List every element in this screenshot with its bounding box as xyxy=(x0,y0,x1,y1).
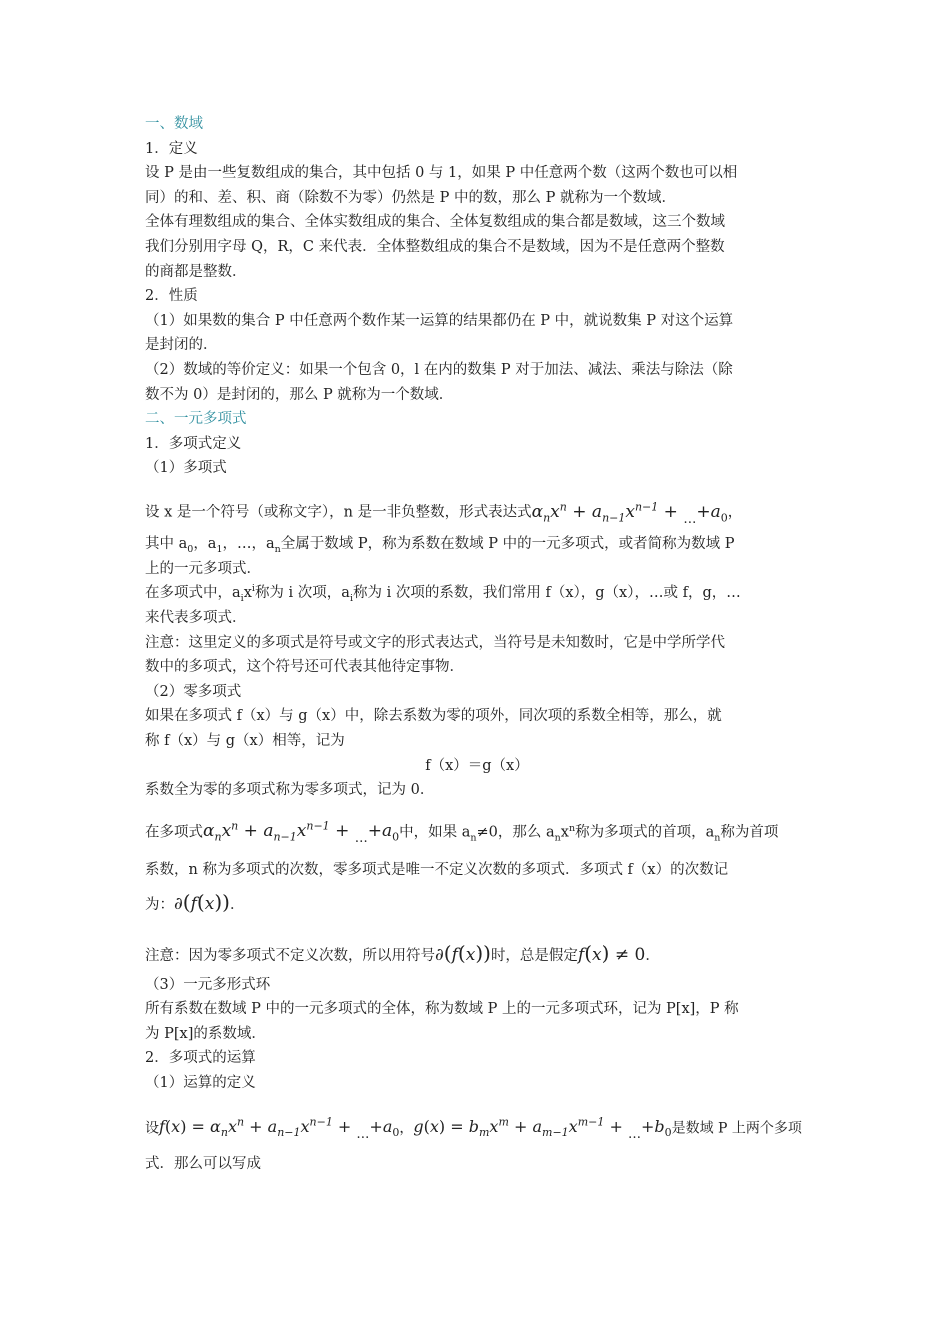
subheading-polynomial-operations: 2．多项式的运算 xyxy=(145,1050,256,1067)
polynomial-formula: $\alpha_nx^n + a_{n-1}x^{n-1} + _\dots+a_0$ xyxy=(203,819,400,847)
paragraph-line: 全体有理数组成的集合、全体实数组成的集合、全体复数组成的集合都是数域，这三个数域 xyxy=(145,214,725,231)
paragraph-line: 设 P 是由一些复数组成的集合，其中包括 0 与 1，如果 P 中任意两个数（这两个数也可以相 xyxy=(145,165,738,182)
document-page xyxy=(145,112,809,1176)
subheading-properties: 2．性质 xyxy=(145,288,198,305)
paragraph-line: 我们分别用字母 Q，R，C 来代表．全体整数组成的集合不是数域，因为不是任意两个整数 xyxy=(145,238,725,255)
paragraph-line: （2）数域的等价定义：如果一个包含 0，l 在内的数集 P 对于加法、减法、乘法与除法（除 xyxy=(145,361,733,378)
paragraph-line: 系数，n 称为多项式的次数，零多项式是唯一不定义次数的多项式．多项式 f（x）的次数记 xyxy=(145,861,729,878)
paragraph-line: 来代表多项式． xyxy=(145,609,247,626)
paragraph-line: 称 f（x）与 g（x）相等，记为 xyxy=(145,732,345,749)
nonzero-condition-formula: f(x) ≠ 0 xyxy=(577,940,646,965)
subheading-zero-polynomial: （2）零多项式 xyxy=(145,683,242,700)
paragraph-line: 上的一元多项式． xyxy=(145,560,261,577)
paragraph-line: 的商都是整数． xyxy=(145,263,247,280)
paragraph-line: 同）的和、差、积、商（除数不为零）仍然是 P 中的数，那么 P 就称为一个数域． xyxy=(145,189,676,206)
degree-formula: ∂(f(x)) xyxy=(435,940,491,965)
paragraph-line: 所有系数在数域 P 中的一元多项式的全体，称为数域 P 上的一元多项式环，记为 P[x]，P 称 xyxy=(145,1001,739,1018)
subheading-polynomial: （1）多项式 xyxy=(145,460,227,477)
paragraph-line: 系数全为零的多项式称为零多项式，记为 0． xyxy=(145,782,435,799)
paragraph-line: 是封闭的． xyxy=(145,337,218,354)
paragraph-line: 数中的多项式，这个符号还可代表其他待定事物． xyxy=(145,659,464,676)
term-line: 在多项式中，$a_ix^i$称为 i 次项，$a_i$称为 i 次项的系数，我们常用 f（x），g（x），…或 f，g，… xyxy=(145,583,741,605)
paragraph-line: 为 P[x]的系数域． xyxy=(145,1025,266,1042)
paragraph-line: 数不为 0）是封闭的，那么 P 就称为一个数域． xyxy=(145,386,454,403)
polynomial-form-line: 设 x 是一个符号（或称文字），n 是一非负整数，形式表达式$\alpha_nx^n + a_{n-1}x^{n-1} + _\dots+a_0$， xyxy=(145,499,743,527)
subheading-definition: 1．定义 xyxy=(145,140,198,157)
polynomial-formula: $\alpha_nx^n + a_{n-1}x^{n-1} + _\dots+a_0$ xyxy=(531,499,728,527)
degree-notation-line: 为：∂(f(x))． xyxy=(145,889,245,914)
paragraph-line: 注意：这里定义的多项式是符号或文字的形式表达式，当符号是未知数时，它是中学所学代 xyxy=(145,634,725,651)
paragraph-line: （1）如果数的集合 P 中任意两个数作某一运算的结果都仍在 P 中，就说数集 P 对这个运算 xyxy=(145,312,734,329)
subheading-polynomial-definition: 1．多项式定义 xyxy=(145,435,242,452)
subheading-polynomial-ring: （3）一元多形式环 xyxy=(145,976,271,993)
leading-term-line: 在多项式$\alpha_nx^n + a_{n-1}x^{n-1} + _\dots+a_0$中，如果 $a_n\ne 0$，那么 $a_nx^n$称为多项式的首项，$a_n$称为首项 xyxy=(145,819,779,847)
subheading-operation-definition: （1）运算的定义 xyxy=(145,1074,256,1091)
g-polynomial-formula: $g(x) = b_mx^m + a_{m-1}x^{m-1} + _\dots+b_0$ xyxy=(413,1115,672,1142)
coefficient-line: 其中 $a_0$，$a_1$，…，$a_n$全属于数域 P，称为系数在数域 P 中的一元多项式，或者简称为数域 P xyxy=(145,536,735,556)
section-heading-polynomial: 二、一元多项式 xyxy=(145,411,247,428)
equation-fx-equals-gx: f（x）＝g（x） xyxy=(425,757,529,774)
section-heading-number-field: 一、数域 xyxy=(145,116,203,132)
operation-definition-line: 设$f(x) = \alpha_nx^n + a_{n-1}x^{n-1} + _\dots+a_0$，$g(x) = b_mx^m + a_{m-1}x^{m-1} + _\dots+b_0$是数域 P 上两个多项 xyxy=(145,1115,802,1142)
zero-degree-note-line: 注意：因为零多项式不定义次数，所以用符号∂(f(x))时，总是假定f(x) ≠ 0． xyxy=(145,940,660,965)
paragraph-line: 如果在多项式 f（x）与 g（x）中，除去系数为零的项外，同次项的系数全相等，那么，就 xyxy=(145,708,722,725)
f-polynomial-formula: $f(x) = \alpha_nx^n + a_{n-1}x^{n-1} + _\dots+a_0$ xyxy=(159,1115,400,1142)
degree-formula: ∂(f(x)) xyxy=(174,889,230,914)
paragraph-line: 式．那么可以写成 xyxy=(145,1155,261,1172)
